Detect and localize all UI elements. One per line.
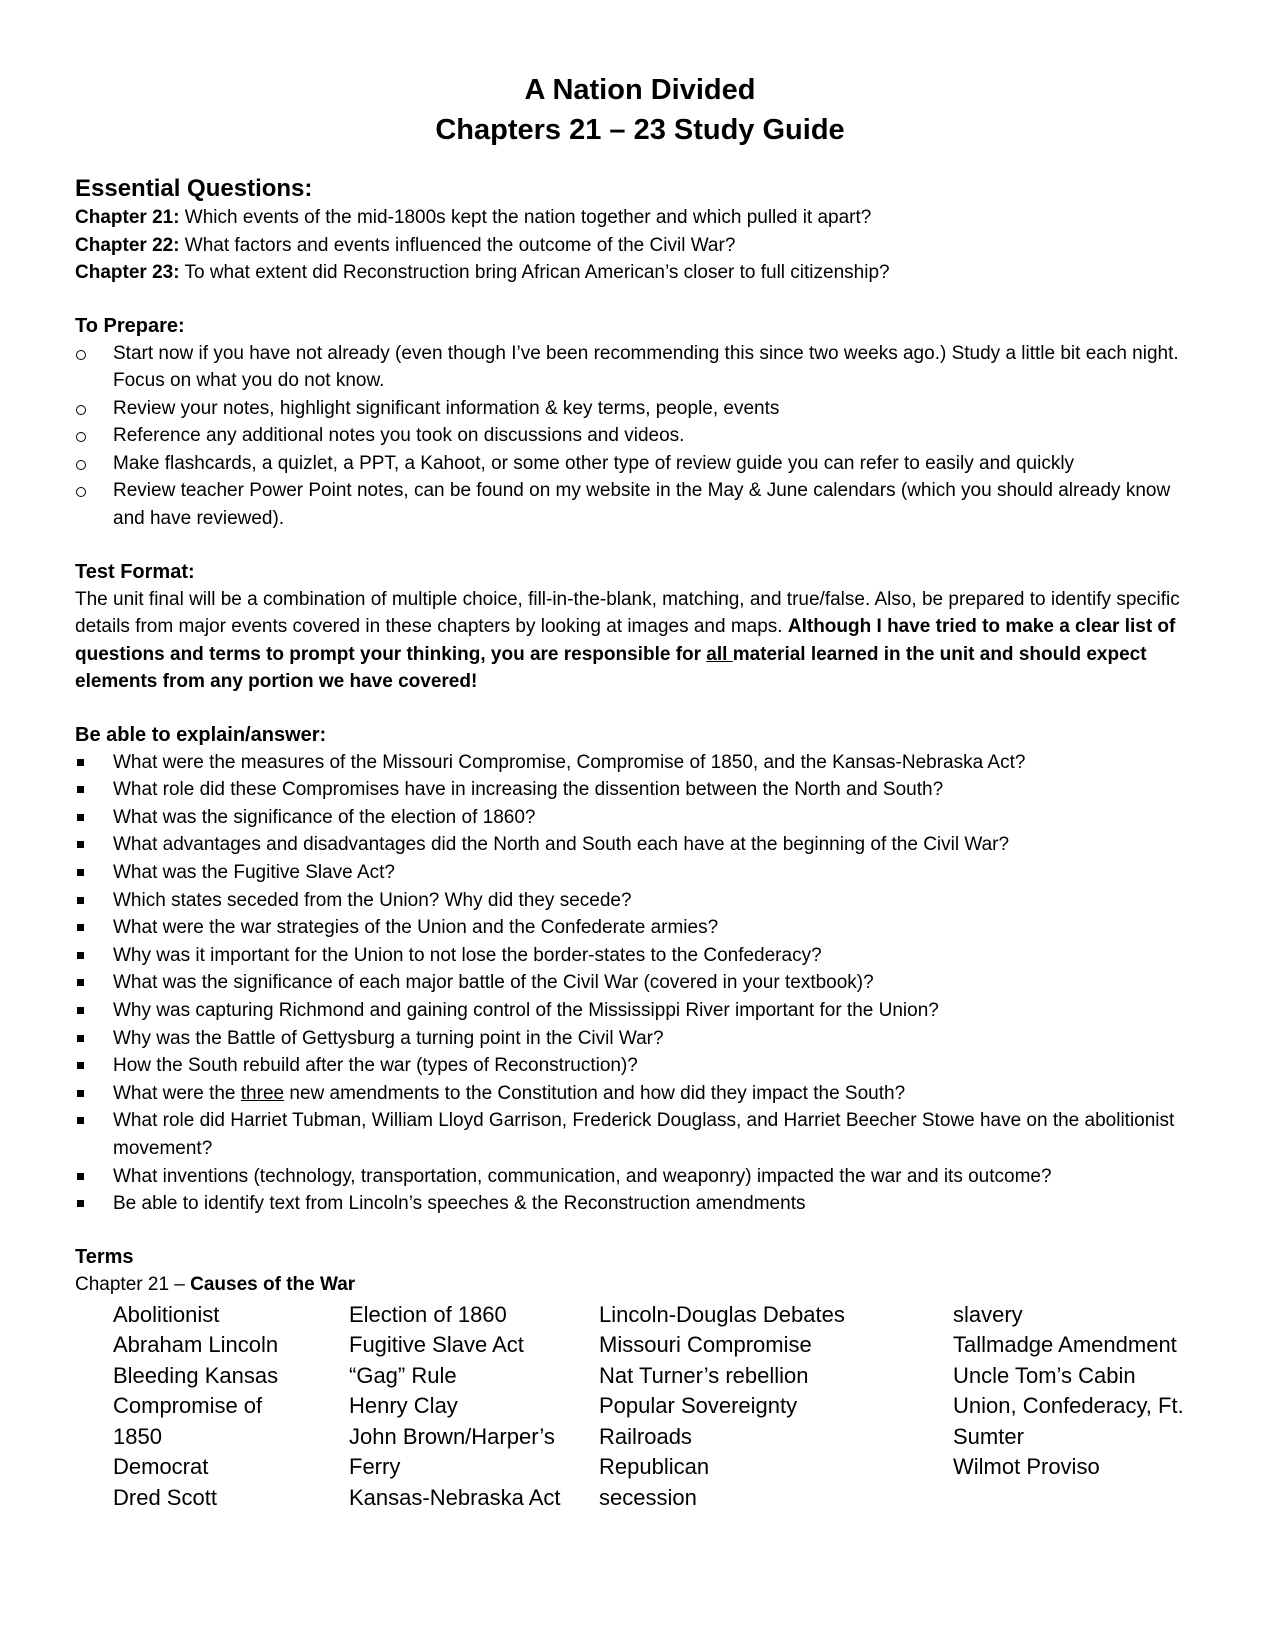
term: Sumter bbox=[953, 1423, 1024, 1449]
emphasis-part: material learned in the unit and should expect elements from any portion we have covered! bbox=[75, 643, 1147, 693]
test-format-section bbox=[75, 559, 1205, 696]
term: Compromise of bbox=[113, 1393, 263, 1419]
terms-heading: Terms bbox=[75, 1245, 134, 1268]
prepare-item: Start now if you have not already (even though I’ve been recommending this since two weeks ago.) Study a little bit each night. Focus on what you do not know. bbox=[75, 340, 1205, 395]
prepare-item: Make flashcards, a quizlet, a PPT, a Kahoot, or some other type of review guide you can refer to easily and quickly bbox=[75, 450, 1205, 478]
explain-heading: Be able to explain/answer: bbox=[75, 723, 327, 746]
term: Election of 1860 bbox=[349, 1301, 507, 1327]
prepare-item: Reference any additional notes you took on discussions and videos. bbox=[75, 422, 1205, 450]
term: Fugitive Slave Act bbox=[349, 1332, 524, 1358]
explain-section bbox=[75, 722, 1205, 1218]
terms-column bbox=[953, 1300, 1203, 1514]
terms-section bbox=[75, 1244, 1205, 1514]
term: Lincoln-Douglas Debates bbox=[599, 1301, 845, 1327]
term: Ferry bbox=[349, 1454, 401, 1480]
term: Dred Scott bbox=[113, 1484, 217, 1510]
term: Wilmot Proviso bbox=[953, 1454, 1100, 1480]
term: slavery bbox=[953, 1301, 1023, 1327]
explain-item: What were the measures of the Missouri Compromise, Compromise of 1850, and the Kansas-Nebraska Act? bbox=[75, 749, 1205, 777]
emphasis-underlined: all bbox=[706, 643, 733, 665]
term: Railroads bbox=[599, 1423, 692, 1449]
term: Democrat bbox=[113, 1454, 209, 1480]
explain-item: What role did Harriet Tubman, William Lloyd Garrison, Frederick Douglass, and Harriet Beecher Stowe have on the abolitionist movement? bbox=[75, 1107, 1205, 1162]
term: Union, Confederacy, Ft. bbox=[953, 1393, 1184, 1419]
terms-column bbox=[599, 1300, 953, 1514]
explain-item: What was the Fugitive Slave Act? bbox=[75, 859, 1205, 887]
explain-item: What advantages and disadvantages did the North and South each have at the beginning of the Civil War? bbox=[75, 831, 1205, 859]
emphasis-part: Although I have tried to make a clear list of questions and terms to prompt your thinking, you are responsible for bbox=[75, 616, 1176, 665]
test-format-text: The unit final will be a combination of multiple choice, fill-in-the-blank, matching, and true/false. Also, be prepared to identify specific details from major events covered in these chapters by looking at images and maps. bbox=[75, 588, 1180, 638]
question-text: To what extent did Reconstruction bring African American’s closer to full citizenship? bbox=[179, 262, 890, 283]
page-title bbox=[75, 70, 1205, 150]
essential-question bbox=[75, 232, 1205, 260]
essential-questions-section bbox=[75, 174, 1205, 287]
title-line-1: A Nation Divided bbox=[524, 74, 756, 106]
term: Henry Clay bbox=[349, 1393, 458, 1419]
chapter-label: Chapter 21: bbox=[75, 207, 180, 228]
terms-chapter-label: Chapter 21 – bbox=[75, 1273, 191, 1295]
essential-question bbox=[75, 204, 1205, 232]
chapter-label: Chapter 23: bbox=[75, 262, 180, 283]
term: John Brown/Harper’s bbox=[349, 1423, 555, 1449]
explain-item: Why was it important for the Union to not lose the border-states to the Confederacy? bbox=[75, 942, 1205, 970]
terms-column bbox=[349, 1300, 599, 1514]
essential-questions-heading: Essential Questions: bbox=[75, 175, 313, 202]
term: Missouri Compromise bbox=[599, 1332, 812, 1358]
term: Uncle Tom’s Cabin bbox=[953, 1362, 1136, 1388]
term: Abraham Lincoln bbox=[113, 1332, 279, 1358]
term: Bleeding Kansas bbox=[113, 1362, 279, 1388]
term: “Gag” Rule bbox=[349, 1362, 457, 1388]
terms-column bbox=[113, 1300, 349, 1514]
explain-item: Which states seceded from the Union? Why did they secede? bbox=[75, 887, 1205, 915]
term: Nat Turner’s rebellion bbox=[599, 1362, 809, 1388]
terms-subheading bbox=[75, 1271, 1205, 1298]
term: Kansas-Nebraska Act bbox=[349, 1484, 561, 1510]
term: Republican bbox=[599, 1454, 710, 1480]
amendments-underlined: three bbox=[240, 1082, 285, 1104]
terms-grid bbox=[113, 1300, 1205, 1514]
question-text: What factors and events influenced the outcome of the Civil War? bbox=[179, 234, 736, 256]
prepare-heading: To Prepare: bbox=[75, 314, 185, 337]
term: secession bbox=[599, 1484, 697, 1510]
explain-list bbox=[75, 749, 1205, 1218]
test-format-paragraph bbox=[75, 586, 1205, 696]
prepare-item: Review your notes, highlight significant information & key terms, people, events bbox=[75, 395, 1205, 423]
term: Tallmadge Amendment bbox=[953, 1332, 1177, 1358]
essential-question bbox=[75, 259, 1205, 287]
explain-item: What were the war strategies of the Union and the Confederate armies? bbox=[75, 914, 1205, 942]
terms-topic: Causes of the War bbox=[190, 1273, 356, 1295]
term: Popular Sovereignty bbox=[599, 1393, 798, 1419]
term: Abolitionist bbox=[113, 1301, 220, 1327]
prepare-list bbox=[75, 340, 1205, 533]
explain-item: What inventions (technology, transportation, communication, and weaponry) impacted the war and its outcome? bbox=[75, 1163, 1205, 1191]
question-text: Which events of the mid-1800s kept the nation together and which pulled it apart? bbox=[179, 207, 872, 228]
essential-questions-list bbox=[75, 204, 1205, 287]
explain-item: Why was the Battle of Gettysburg a turning point in the Civil War? bbox=[75, 1025, 1205, 1053]
explain-item: What role did these Compromises have in increasing the dissention between the North and South? bbox=[75, 776, 1205, 804]
term: 1850 bbox=[113, 1423, 162, 1449]
test-format-heading: Test Format: bbox=[75, 560, 195, 583]
amendments-text: new amendments to the Constitution and how did they impact the South? bbox=[284, 1082, 906, 1104]
title-line-2: Chapters 21 – 23 Study Guide bbox=[435, 114, 845, 146]
explain-item: Be able to identify text from Lincoln’s speeches & the Reconstruction amendments bbox=[75, 1190, 1205, 1218]
explain-item: What was the significance of the election of 1860? bbox=[75, 804, 1205, 832]
chapter-label: Chapter 22: bbox=[75, 234, 180, 256]
explain-item: What was the significance of each major battle of the Civil War (covered in your textbook)? bbox=[75, 969, 1205, 997]
amendments-text: What were the bbox=[113, 1082, 241, 1104]
prepare-section bbox=[75, 313, 1205, 533]
explain-item: How the South rebuild after the war (types of Reconstruction)? bbox=[75, 1052, 1205, 1080]
study-guide-page bbox=[75, 70, 1205, 1513]
prepare-item: Review teacher Power Point notes, can be found on my website in the May & June calendars (which you should already know and have reviewed). bbox=[75, 477, 1205, 532]
explain-item-amendments bbox=[75, 1080, 1205, 1108]
explain-item: Why was capturing Richmond and gaining control of the Mississippi River important for the Union? bbox=[75, 997, 1205, 1025]
